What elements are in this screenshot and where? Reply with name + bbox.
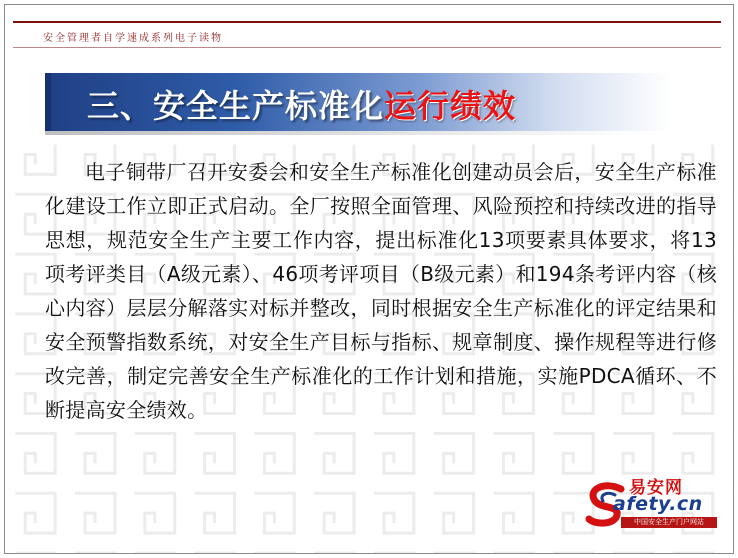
logo-chinese-text: 易安网 xyxy=(629,478,683,498)
title-banner-shadow xyxy=(45,131,645,135)
header-rule xyxy=(13,21,721,23)
title-banner-edge xyxy=(45,73,51,131)
logo-subtitle: 中国安全生产门户网站 xyxy=(621,517,717,528)
site-logo xyxy=(585,473,723,535)
series-header: 安全管理者自学速成系列电子读物 xyxy=(43,33,223,44)
body-paragraph: 电子铜带厂召开安委会和安全生产标准化创建动员会后，安全生产标准化建设工作立即正式启动。全厂按照全面管理、风险预控和持续改进的指导思想，规范安全生产主要工作内容，提出标准化13项要素具体要求，将13项考评类目（A级元素）、46项考评项目（B级元素）和194条考评内容（核心内容）层层分解落实对标并整改，同时根据安全生产标准化的评定结果和安全预警指数系统，对安全生产目标与指标、规章制度、操作规程等进行修改完善，制定完善安全生产标准化的工作计划和措施，实施PDCA循环、不断提高安全绩效。 xyxy=(45,160,717,422)
logo-english-text: afety.cn xyxy=(613,493,703,515)
slide xyxy=(4,4,734,554)
slide-title-main: 三、安全生产标准化 xyxy=(87,87,385,125)
slide-title xyxy=(87,81,516,127)
header-rule-thin xyxy=(13,47,721,48)
slide-title-highlight: 运行绩效 xyxy=(384,87,517,125)
